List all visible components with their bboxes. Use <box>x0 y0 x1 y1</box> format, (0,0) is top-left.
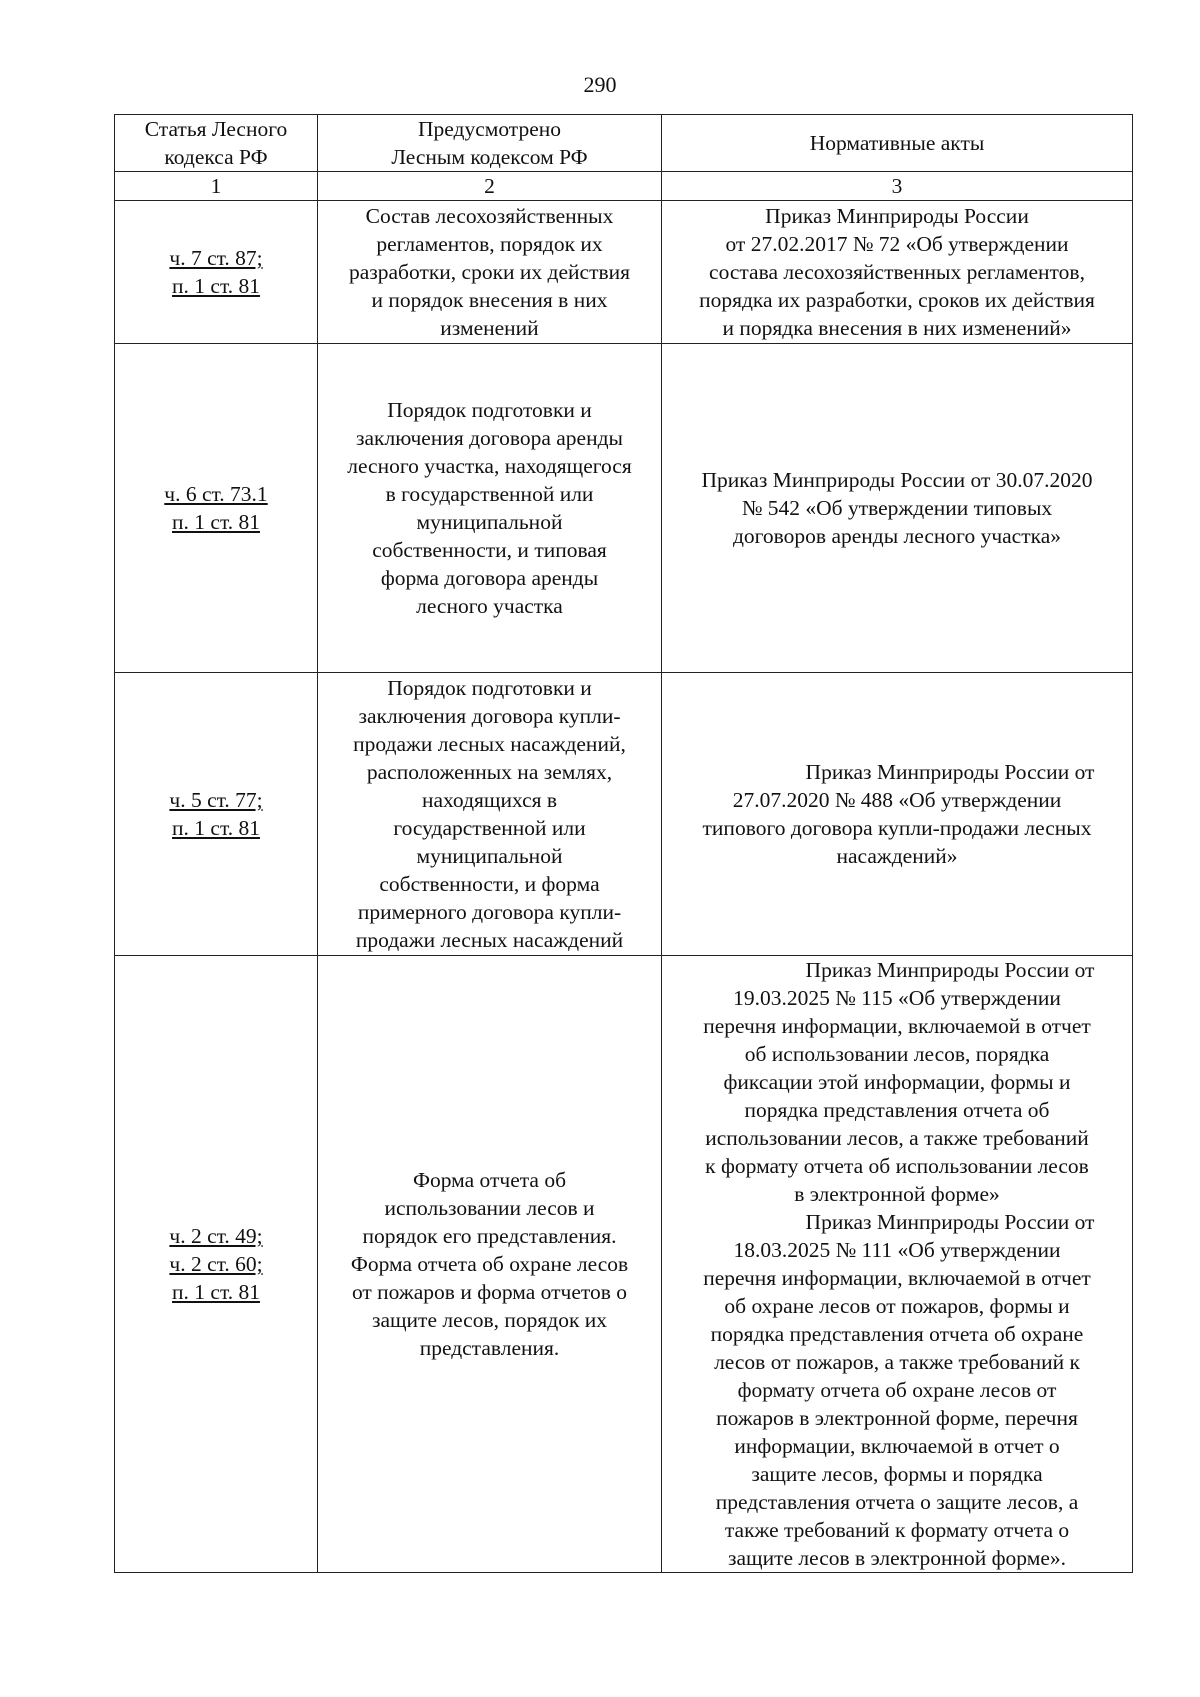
text-line: Форма отчета об <box>412 1168 567 1192</box>
table-row <box>115 673 1133 956</box>
text-line: защите лесов в электронной форме». <box>727 1546 1067 1570</box>
text-line: порядок его представления. <box>362 1224 617 1248</box>
text-line: муниципальной <box>416 510 563 534</box>
text-line: муниципальной <box>416 844 563 868</box>
provision-cell <box>318 344 662 673</box>
legal-acts-table <box>114 114 1133 1573</box>
acts-cell <box>662 344 1133 673</box>
column-number-2: 2 <box>318 172 662 201</box>
text-line: находящихся в <box>421 788 558 812</box>
text-line: регламентов, порядок их <box>376 232 603 256</box>
text-line: и порядка внесения в них изменений» <box>722 316 1072 340</box>
text-line: продажи лесных насаждений, <box>353 732 626 756</box>
header-article <box>115 115 318 172</box>
text-line: об охране лесов от пожаров, формы и <box>724 1294 1070 1318</box>
text-line: Состав лесохозяйственных <box>365 204 614 228</box>
text-line: от 27.02.2017 № 72 «Об утверждении <box>725 232 1069 256</box>
text-line: порядка их разработки, сроков их действия <box>699 288 1095 312</box>
table-row <box>115 201 1133 344</box>
text-line: защите лесов, порядок их <box>371 1308 608 1332</box>
text-line: в государственной или <box>385 482 594 506</box>
text-line: расположенных на землях, <box>366 760 613 784</box>
text-line: об использовании лесов, порядка <box>744 1042 1050 1066</box>
text-line: представления отчета о защите лесов, а <box>715 1490 1079 1514</box>
text-line: использовании лесов, а также требований <box>705 1126 1089 1150</box>
provision-cell <box>318 201 662 344</box>
text-line: государственной или <box>393 816 586 840</box>
text-line: заключения договора купли- <box>358 704 621 728</box>
header-acts-line-1: Нормативные акты <box>809 131 985 155</box>
text-line: в электронной форме» <box>794 1182 1000 1206</box>
column-number-1: 1 <box>115 172 318 201</box>
article-link[interactable]: ч. 7 ст. 87; <box>169 246 263 270</box>
header-acts <box>662 115 1133 172</box>
text-line: № 542 «Об утверждении типовых <box>741 496 1053 520</box>
text-line: Приказ Минприроды России от <box>805 760 1095 784</box>
article-link[interactable]: п. 1 ст. 81 <box>172 274 260 298</box>
text-line: продажи лесных насаждений <box>355 928 624 952</box>
text-line: лесного участка, находящегося <box>347 454 632 478</box>
text-line: насаждений» <box>836 844 958 868</box>
table-row <box>115 344 1133 673</box>
text-line: порядка представления отчета об охране <box>710 1322 1084 1346</box>
text-line: изменений <box>440 316 539 340</box>
text-line: 19.03.2025 № 115 «Об утверждении <box>733 986 1061 1010</box>
text-line: информации, включаемой в отчет о <box>734 1434 1060 1458</box>
table-header-row <box>115 115 1133 172</box>
header-article-line-1: Статья Лесного <box>144 117 288 141</box>
header-provision-line-2: Лесным кодексом РФ <box>391 145 588 169</box>
text-line: 18.03.2025 № 111 «Об утверждении <box>733 1238 1061 1262</box>
text-line: порядка представления отчета об <box>744 1098 1050 1122</box>
article-cell <box>115 673 318 956</box>
article-cell <box>115 201 318 344</box>
text-line: от пожаров и форма отчетов о <box>351 1280 628 1304</box>
article-link[interactable]: ч. 5 ст. 77; <box>169 788 263 812</box>
text-line: разработки, сроки их действия <box>348 260 631 284</box>
text-line: перечня информации, включаемой в отчет <box>703 1014 1091 1038</box>
provision-cell <box>318 956 662 1573</box>
header-article-line-2: кодекса РФ <box>164 145 268 169</box>
text-line: Приказ Минприроды России от <box>805 958 1095 982</box>
text-line: лесного участка <box>416 594 563 618</box>
text-line: Приказ Минприроды России от <box>805 1210 1095 1234</box>
page-number: 290 <box>583 72 617 97</box>
text-line: пожаров в электронной форме, перечня <box>716 1406 1078 1430</box>
text-line: использовании лесов и <box>384 1196 595 1220</box>
text-line: Приказ Минприроды России <box>765 204 1029 228</box>
text-line: заключения договора аренды <box>356 426 623 450</box>
text-line: лесов от пожаров, а также требований к <box>714 1350 1080 1374</box>
text-line: перечня информации, включаемой в отчет <box>703 1266 1091 1290</box>
header-provision-line-1: Предусмотрено <box>417 117 562 141</box>
text-line: Приказ Минприроды России от 30.07.2020 <box>701 468 1093 492</box>
article-link[interactable]: п. 1 ст. 81 <box>172 1280 260 1304</box>
article-link[interactable]: ч. 6 ст. 73.1 <box>164 482 268 506</box>
text-line: договоров аренды лесного участка» <box>732 524 1062 548</box>
acts-cell <box>662 956 1133 1573</box>
header-provision <box>318 115 662 172</box>
text-line: также требований к формату отчета о <box>724 1518 1070 1542</box>
text-line: 27.07.2020 № 488 «Об утверждении <box>732 788 1062 812</box>
text-line: типового договора купли-продажи лесных <box>702 816 1092 840</box>
text-line: собственности, и форма <box>379 872 600 896</box>
text-line: фиксации этой информации, формы и <box>723 1070 1071 1094</box>
text-line: форма договора аренды <box>380 566 599 590</box>
text-line: защите лесов, формы и порядка <box>751 1462 1043 1486</box>
text-line: и порядок внесения в них <box>371 288 608 312</box>
table-row <box>115 956 1133 1573</box>
article-link[interactable]: п. 1 ст. 81 <box>172 816 260 840</box>
article-link[interactable]: п. 1 ст. 81 <box>172 510 260 534</box>
article-link[interactable]: ч. 2 ст. 49; <box>169 1224 263 1248</box>
text-line: к формату отчета об использовании лесов <box>705 1154 1089 1178</box>
article-cell <box>115 956 318 1573</box>
acts-cell <box>662 673 1133 956</box>
text-line: состава лесохозяйственных регламентов, <box>709 260 1085 284</box>
article-link[interactable]: ч. 2 ст. 60; <box>169 1252 263 1276</box>
column-number-3: 3 <box>662 172 1133 201</box>
text-line: представления. <box>419 1336 560 1360</box>
provision-cell <box>318 673 662 956</box>
column-number-row <box>115 172 1133 201</box>
text-line: собственности, и типовая <box>372 538 607 562</box>
text-line: Порядок подготовки и <box>387 676 592 700</box>
text-line: Форма отчета об охране лесов <box>350 1252 629 1276</box>
text-line: формату отчета об охране лесов от <box>737 1378 1057 1402</box>
text-line: Порядок подготовки и <box>387 398 592 422</box>
article-cell <box>115 344 318 673</box>
acts-cell <box>662 201 1133 344</box>
text-line: примерного договора купли- <box>357 900 622 924</box>
